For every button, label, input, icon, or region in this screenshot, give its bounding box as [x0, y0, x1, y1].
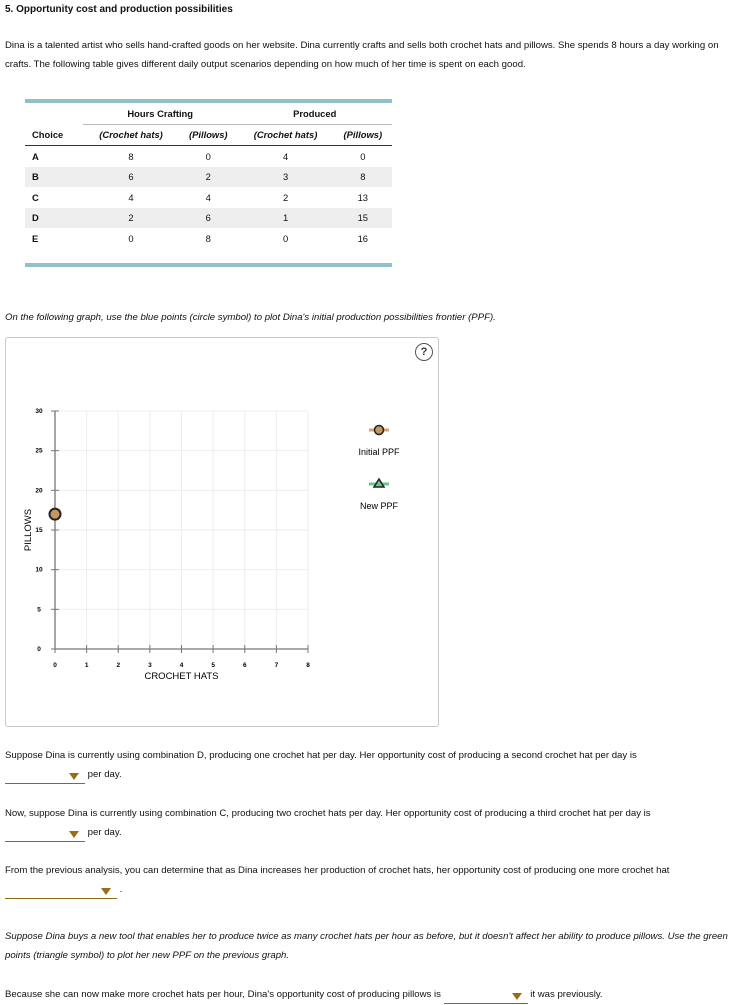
- y-tick-label: 0: [37, 646, 41, 653]
- question-4: [5, 985, 733, 1004]
- y-tick-label: 15: [35, 527, 43, 534]
- col-header: (Crochet hats): [99, 129, 163, 141]
- choice-cell: A: [32, 150, 39, 162]
- table-row: [25, 208, 392, 229]
- value-cell: 8: [128, 150, 134, 162]
- choice-cell: C: [32, 191, 39, 203]
- question-1-text: Suppose Dina is currently using combination D, producing one crochet hat per day. Her opportunity cost of producing a second crochet hat per day is: [5, 750, 637, 761]
- value-cell: 0: [205, 150, 211, 162]
- y-tick-label: 20: [35, 487, 43, 495]
- q2-dropdown[interactable]: [5, 829, 85, 842]
- x-tick-label: 7: [274, 662, 279, 669]
- question-3: [5, 861, 733, 899]
- group-header-produced: Produced: [237, 103, 392, 124]
- x-tick-label: 6: [242, 662, 247, 669]
- page-title: 5. Opportunity cost and production possibilities: [5, 4, 233, 15]
- legend-circle-icon: [375, 426, 384, 435]
- value-cell: 1: [237, 208, 333, 229]
- q2-after: per day.: [87, 827, 122, 838]
- q4-after: it was previously.: [530, 989, 603, 1000]
- y-axis-label: PILLOWS: [23, 508, 34, 552]
- output-table: [25, 99, 392, 267]
- value-cell: 0: [360, 150, 366, 162]
- value-cell: 13: [357, 191, 369, 203]
- question-4-text: Because she can now make more crochet hats per hour, Dina's opportunity cost of producing pillows is: [5, 989, 441, 1000]
- choice-cell: B: [25, 167, 83, 188]
- value-cell: 2: [83, 208, 179, 229]
- help-button[interactable]: ?: [415, 343, 433, 361]
- value-cell: 4: [128, 191, 134, 203]
- question-2-text: Now, suppose Dina is currently using combination C, producing two crochet hats per day. Her opportunity cost of producing a third crochet hat per day is: [5, 808, 651, 819]
- initial-ppf-point: [50, 509, 61, 520]
- value-cell: 4: [205, 191, 211, 203]
- question-3-text: From the previous analysis, you can determine that as Dina increases her production of crochet hats, her opportunity cost of producing one more crochet hat: [5, 865, 670, 876]
- table-bottom-border: [25, 263, 392, 267]
- table-row: [25, 146, 392, 167]
- q3-dropdown[interactable]: [5, 886, 117, 899]
- legend-label: New PPF: [359, 501, 399, 511]
- question-2: [5, 804, 733, 842]
- col-header: (Pillows): [189, 129, 228, 141]
- value-cell: 6: [179, 208, 237, 229]
- x-axis-label: CROCHET HATS: [144, 671, 219, 682]
- table-row: [25, 187, 392, 208]
- value-cell: 6: [83, 167, 179, 188]
- table-row: [25, 167, 392, 188]
- value-cell: 4: [282, 150, 289, 162]
- x-tick-label: 8: [306, 662, 310, 669]
- q1-dropdown[interactable]: [5, 771, 85, 784]
- legend-label: Initial PPF: [358, 447, 400, 457]
- x-tick-label: 0: [53, 662, 57, 669]
- col-header: Choice: [32, 129, 64, 140]
- choice-cell: D: [25, 208, 83, 229]
- x-tick-label: 5: [211, 662, 215, 669]
- col-header: (Pillows): [343, 129, 383, 141]
- value-cell: 16: [357, 232, 369, 244]
- ppf-chart[interactable]: [6, 338, 438, 726]
- q4-dropdown[interactable]: [444, 991, 528, 1004]
- dropdown-arrow-icon: [512, 993, 522, 1000]
- value-cell: 8: [205, 232, 211, 244]
- q3-after: .: [119, 884, 123, 895]
- value-cell: 0: [128, 232, 134, 244]
- graph-instruction: On the following graph, use the blue points (circle symbol) to plot Dina's initial production possibilities frontier (PPF).: [5, 312, 496, 323]
- choice-cell: E: [32, 232, 39, 244]
- ppf-graph-panel[interactable]: [5, 337, 439, 727]
- value-cell: 3: [237, 167, 333, 188]
- x-tick-label: 3: [148, 662, 152, 669]
- value-cell: 2: [179, 167, 237, 188]
- x-tick-label: 1: [84, 662, 89, 669]
- x-tick-label: 4: [179, 662, 184, 669]
- new-tool-instruction: Suppose Dina buys a new tool that enables her to produce twice as many crochet hats per hour as before, but it doesn't affect her ability to produce pillows. Use the green points (triangle symbol) to plot her new PPF on the previous graph.: [5, 931, 728, 961]
- y-tick-label: 5: [37, 606, 41, 614]
- group-header-hours: Hours Crafting: [83, 103, 238, 124]
- y-tick-label: 25: [35, 447, 43, 455]
- col-header: (Crochet hats): [253, 129, 318, 141]
- question-1: [5, 746, 733, 784]
- value-cell: 2: [282, 191, 289, 203]
- x-tick-label: 2: [116, 662, 121, 669]
- value-cell: 8: [334, 167, 392, 188]
- table-row: [25, 228, 392, 249]
- dropdown-arrow-icon: [69, 773, 79, 780]
- dropdown-arrow-icon: [69, 831, 79, 838]
- value-cell: 0: [282, 232, 289, 244]
- value-cell: 15: [334, 208, 392, 229]
- intro-text: Dina is a talented artist who sells hand-crafted goods on her website. Dina currently crafts and sells both crochet hats and pillows. She spends 8 hours a day working on crafts. The following table gives different daily output scenarios depending on how much of her time is spent on each good.: [5, 40, 719, 70]
- q1-after: per day.: [87, 769, 122, 780]
- y-tick-label: 30: [35, 408, 43, 415]
- dropdown-arrow-icon: [101, 888, 111, 895]
- y-tick-label: 10: [35, 566, 43, 574]
